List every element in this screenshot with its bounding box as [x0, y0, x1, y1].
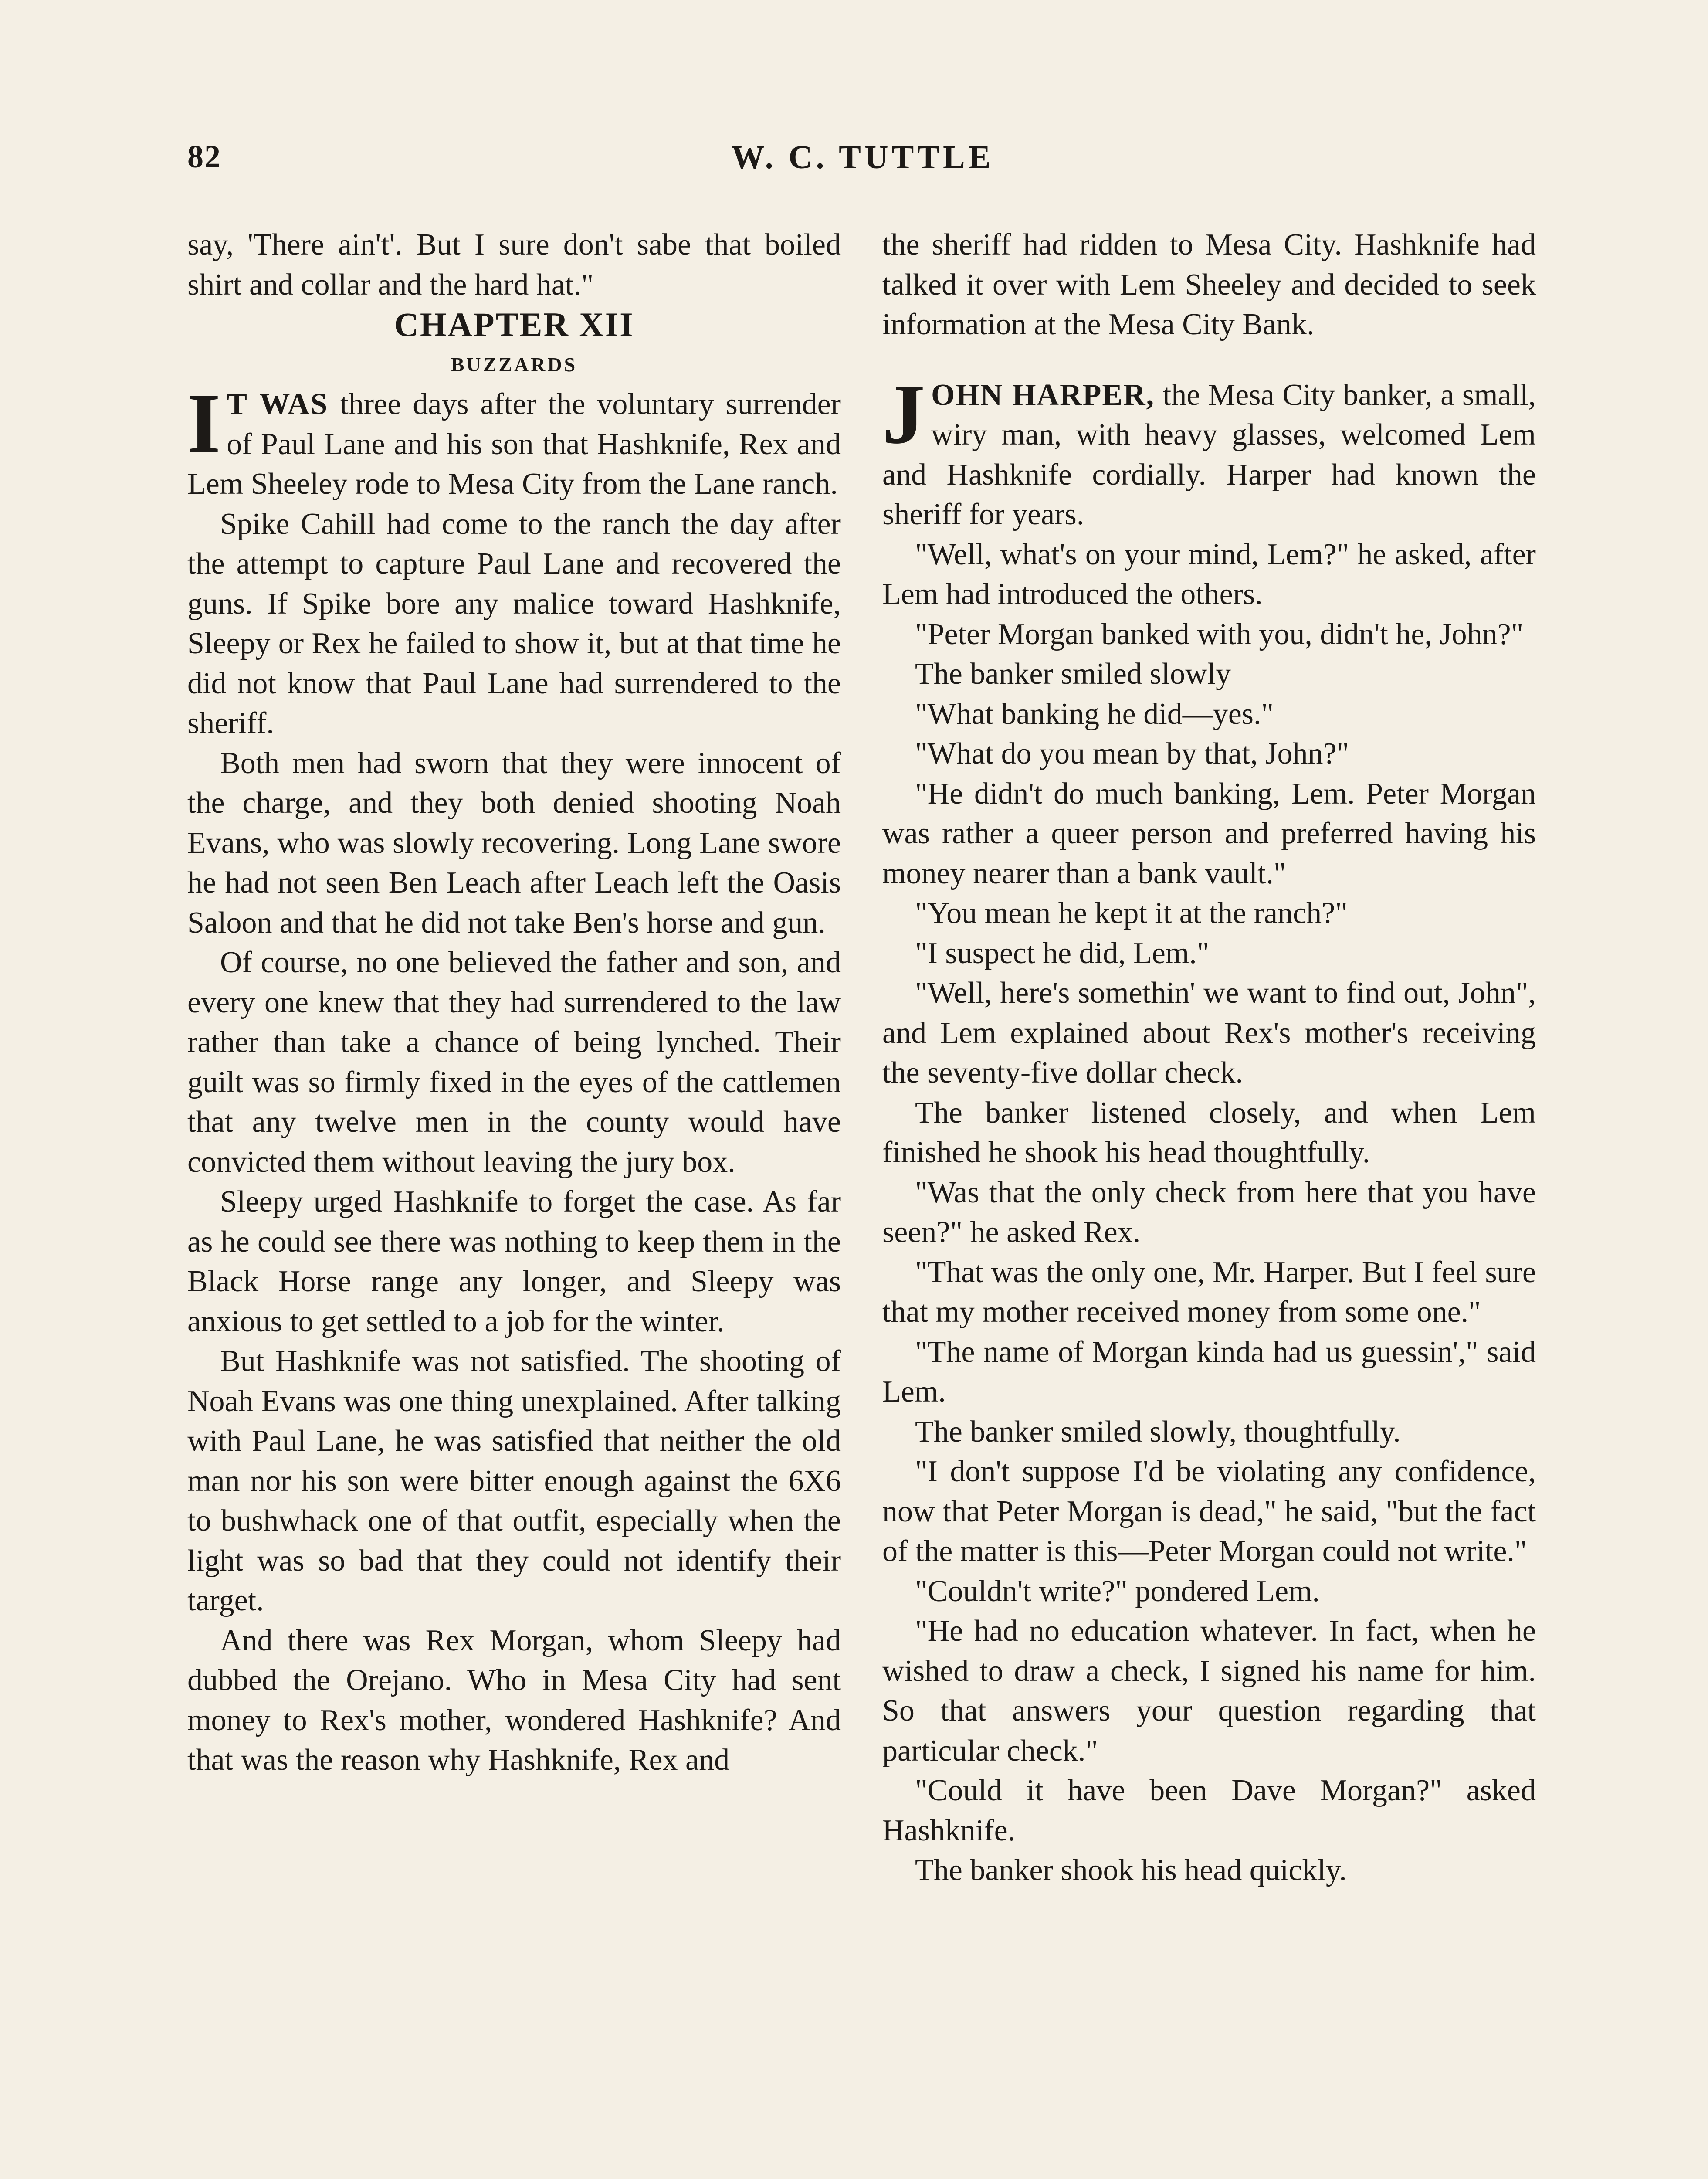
chapter-opening-paragraph	[187, 376, 841, 504]
drop-cap: I	[187, 376, 221, 471]
paragraph: "I don't suppose I'd be violating any confidence, now that Peter Morgan is dead," he said, "but the fact of the matter is this—Peter Morgan could not write."	[882, 1455, 1536, 1568]
paragraph: The banker smiled slowly	[915, 657, 1231, 691]
paragraph-text: the Mesa City banker, a small, wiry man, with heavy glasses, welcomed Lem and Hashknife cordially. Harper had known the sheriff for years.	[882, 378, 1536, 531]
paragraph: "What banking he did—yes."	[915, 697, 1274, 731]
paragraph: "Peter Morgan banked with you, didn't he, John?"	[915, 617, 1524, 651]
paragraph: "The name of Morgan kinda had us guessin'," said Lem.	[882, 1335, 1536, 1409]
paragraph: "Couldn't write?" pondered Lem.	[915, 1574, 1320, 1608]
paragraph: Sleepy urged Hashknife to forget the case. As far as he could see there was nothing to keep them in the Black Horse range any longer, and Sleepy was anxious to get settled to a job for the winter.	[187, 1185, 841, 1338]
paragraph: "Was that the only check from here that you have seen?" he asked Rex.	[882, 1175, 1536, 1249]
paragraph: "He didn't do much banking, Lem. Peter Morgan was rather a queer person and preferred having his money nearer than a bank vault."	[882, 777, 1536, 890]
section-break	[882, 345, 1536, 375]
lead-in-caps: T WAS	[227, 387, 329, 421]
page-number: 82	[187, 139, 221, 175]
paragraph: "He had no education whatever. In fact, when he wished to draw a check, I signed his name for him. So that answers your question regarding that particular check."	[882, 1614, 1536, 1768]
paragraph: Of course, no one believed the father and son, and every one knew that they had surrendered to the law rather than take a chance of being lynched. Their guilt was so firmly fixed in the eyes of the cattlemen that any twelve men in the county would have convicted them without leaving the jury box.	[187, 946, 841, 1179]
paragraph: Spike Cahill had come to the ranch the day after the attempt to capture Paul Lane and recovered the guns. If Spike bore any malice toward Hashknife, Sleepy or Rex he failed to show it, but at that time he did not know that Paul Lane had surrendered to the sheriff.	[187, 507, 841, 740]
paragraph: The banker listened closely, and when Lem finished he shook his head thoughtfully.	[882, 1096, 1536, 1169]
paragraph: The banker smiled slowly, thoughtfully.	[915, 1415, 1401, 1449]
left-column	[187, 225, 841, 1780]
chapter-title: CHAPTER XII	[394, 305, 634, 343]
author-header: W. C. TUTTLE	[731, 139, 994, 176]
running-head	[187, 139, 1538, 187]
paragraph: Both men had sworn that they were innocent of the charge, and they both denied shooting Noah Evans, who was slowly recovering. Long Lane swore he had not seen Ben Leach after Leach left the Oasis Saloon and that he did not take Ben's horse and gun.	[187, 746, 841, 940]
section-opening-paragraph	[882, 367, 1536, 535]
right-column	[882, 225, 1536, 1891]
paragraph: "What do you mean by that, John?"	[915, 737, 1349, 770]
paragraph: "Well, what's on your mind, Lem?" he asked, after Lem had introduced the others.	[882, 537, 1536, 611]
paragraph: "Well, here's somethin' we want to find out, John", and Lem explained about Rex's mother's receiving the seventy-five dollar check.	[882, 976, 1536, 1090]
paragraph: the sheriff had ridden to Mesa City. Hashknife had talked it over with Lem Sheeley and decided to seek information at the Mesa City Bank.	[882, 228, 1536, 341]
lead-in-caps: OHN HARPER,	[931, 378, 1155, 412]
paragraph: The banker shook his head quickly.	[915, 1853, 1347, 1887]
paragraph: "That was the only one, Mr. Harper. But I feel sure that my mother received money from some one."	[882, 1255, 1536, 1329]
paragraph: But Hashknife was not satisfied. The shooting of Noah Evans was one thing unexplained. After talking with Paul Lane, he was satisfied that neither the old man nor his son were bitter enough against the 6X6 to bushwhack one of that outfit, especially when the light was so bad that they could not identify their target.	[187, 1344, 841, 1617]
paragraph: "Could it have been Dave Morgan?" asked Hashknife.	[882, 1774, 1536, 1847]
drop-cap: J	[882, 367, 925, 462]
paragraph: "I suspect he did, Lem."	[915, 936, 1210, 970]
paragraph-text: three days after the voluntary surrender of Paul Lane and his son that Hashknife, Rex and Lem Sheeley rode to Mesa City from the Lane ranch.	[187, 387, 841, 501]
paragraph: And there was Rex Morgan, whom Sleepy had dubbed the Orejano. Who in Mesa City had sent money to Rex's mother, wondered Hashknife? And that was the reason why Hashknife, Rex and	[187, 1623, 841, 1777]
chapter-subtitle: BUZZARDS	[451, 353, 578, 376]
paragraph: say, 'There ain't'. But I sure don't sabe that boiled shirt and collar and the hard hat."	[187, 228, 841, 302]
paragraph: "You mean he kept it at the ranch?"	[915, 896, 1348, 930]
